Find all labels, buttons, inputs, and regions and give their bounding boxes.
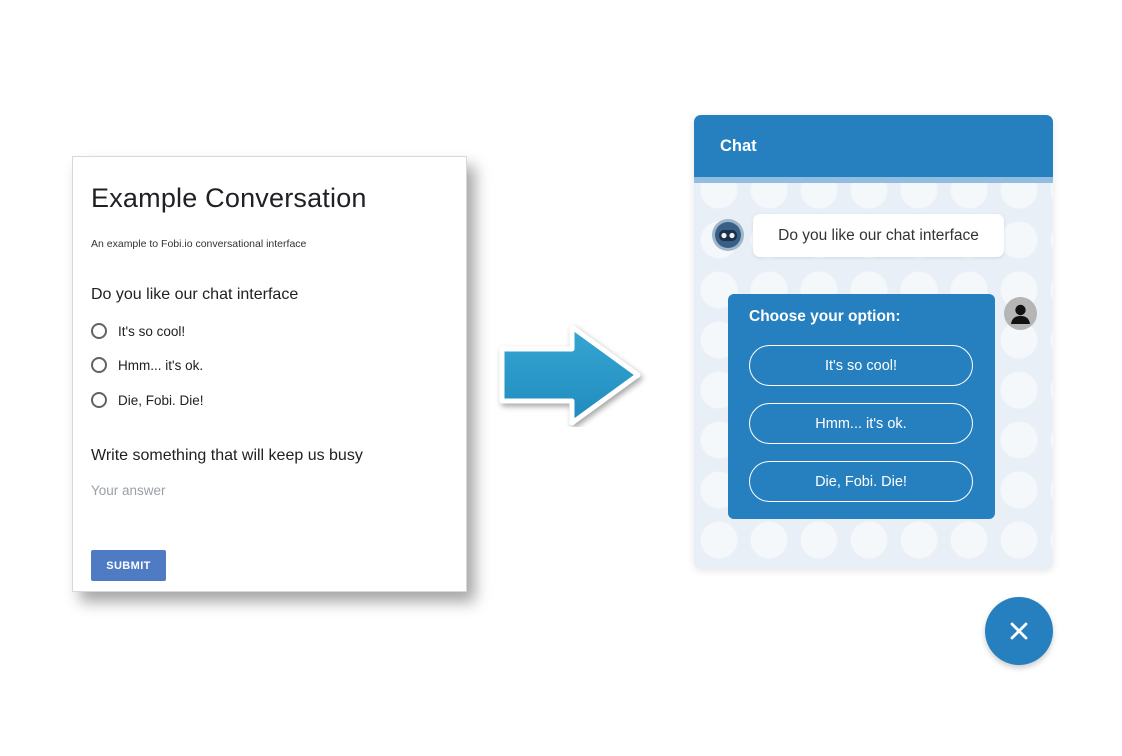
radio-button[interactable]: [91, 323, 107, 339]
chat-option-button-2[interactable]: Hmm... it's ok.: [749, 403, 973, 444]
options-panel: [728, 294, 995, 519]
question-1-title: Do you like our chat interface: [91, 286, 299, 303]
form-title: Example Conversation: [91, 183, 367, 213]
close-chat-button[interactable]: [985, 597, 1053, 665]
radio-button[interactable]: [91, 357, 107, 373]
chat-header: [694, 115, 1053, 183]
radio-option-2[interactable]: [91, 355, 203, 375]
submit-button[interactable]: SUBMIT: [91, 550, 166, 581]
answer-input[interactable]: [91, 479, 341, 501]
bot-message-text: Do you like our chat interface: [778, 226, 979, 244]
robot-icon: [712, 219, 744, 251]
radio-option-label: Die, Fobi. Die!: [118, 392, 204, 408]
right-arrow-icon: [494, 323, 654, 427]
radio-option-3[interactable]: [91, 390, 204, 410]
form-card: [72, 156, 467, 592]
close-icon: [1009, 621, 1029, 641]
chat-option-button-3[interactable]: Die, Fobi. Die!: [749, 461, 973, 502]
radio-option-label: Hmm... it's ok.: [118, 357, 204, 373]
radio-option-1[interactable]: [91, 321, 185, 341]
options-heading: Choose your option:: [749, 308, 901, 325]
bot-message-bubble: [753, 214, 1004, 257]
user-icon: [1004, 297, 1037, 330]
question-2-title: Write something that will keep us busy: [91, 447, 363, 464]
radio-button[interactable]: [91, 392, 107, 408]
form-description: An example to Fobi.io conversational interface: [91, 238, 307, 250]
radio-option-label: It's so cool!: [118, 323, 186, 339]
chat-option-button-1[interactable]: It's so cool!: [749, 345, 973, 386]
chat-title: Chat: [720, 137, 757, 155]
chat-widget: [694, 115, 1053, 569]
